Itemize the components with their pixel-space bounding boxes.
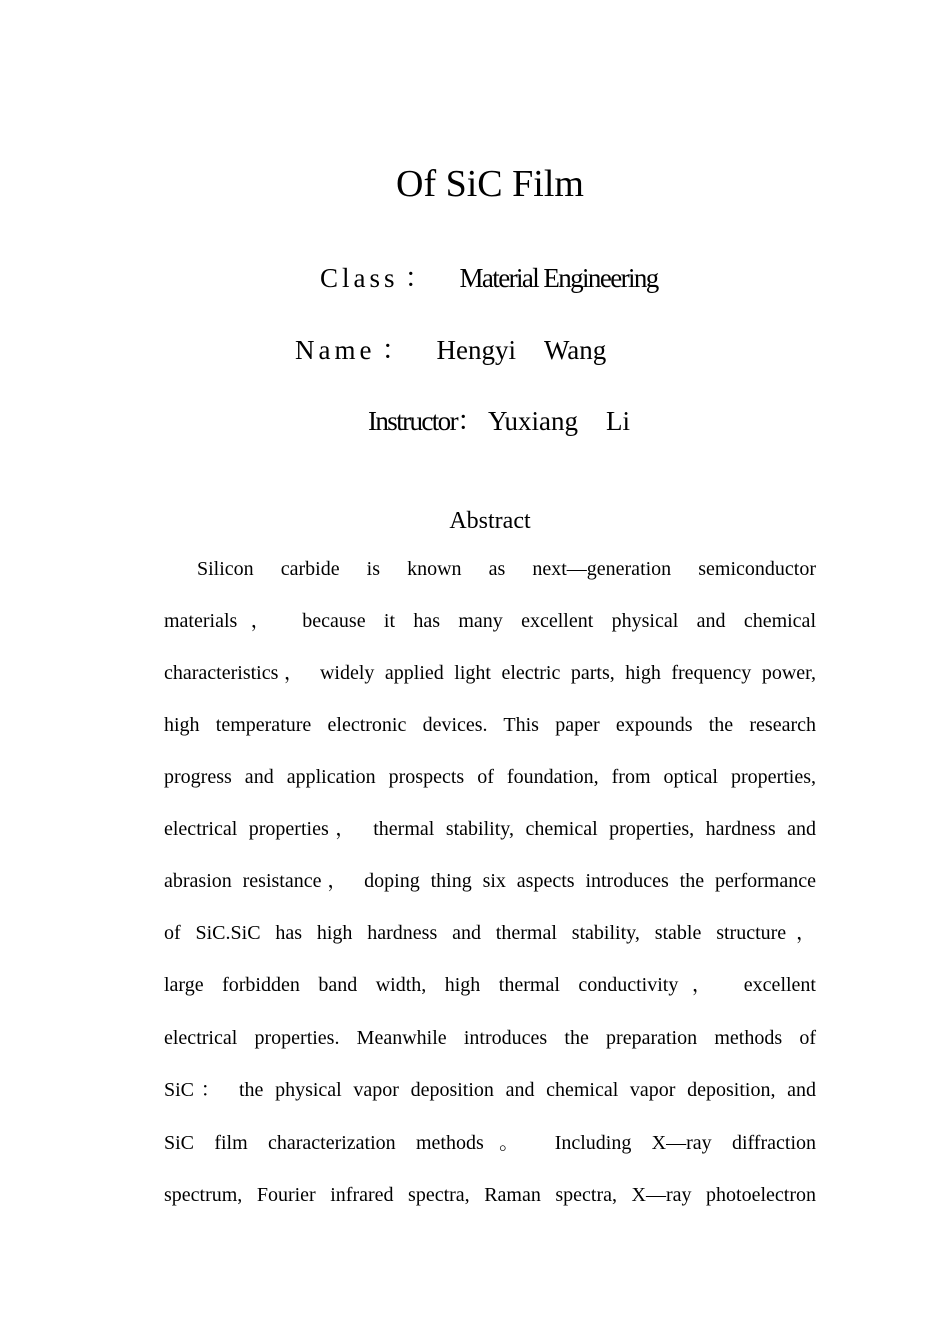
name-label: Name	[295, 335, 376, 365]
instructor-first: Yuxiang	[487, 406, 578, 436]
abstract-line: of SiC.SiC has high hardness and thermal stability, stable structure，	[164, 922, 816, 944]
name-first: Hengyi	[436, 335, 516, 365]
abstract-line: progress and application prospects of foundation, from optical properties,	[164, 766, 816, 788]
name-line	[295, 332, 606, 368]
name-last: Wang	[543, 335, 607, 365]
instructor-colon: ：	[456, 406, 484, 436]
instructor-last: Li	[605, 406, 630, 436]
class-line	[320, 260, 658, 296]
abstract-line: spectrum, Fourier infrared spectra, Raman spectra, X—ray photoelectron	[164, 1184, 816, 1206]
abstract-line: SiC film characterization methods。 Including X—ray diffraction	[164, 1132, 816, 1154]
abstract-line: electrical properties. Meanwhile introduces the preparation methods of	[164, 1027, 816, 1049]
abstract-line: Silicon carbide is known as next—generation semiconductor	[197, 558, 816, 580]
class-label: Class	[320, 263, 399, 293]
abstract-body	[164, 553, 816, 1231]
instructor-label: Instructor	[368, 406, 457, 436]
abstract-line: large forbidden band width, high thermal conductivity， excellent	[164, 974, 816, 996]
instructor-line	[368, 403, 630, 439]
class-value: Material Engineering	[459, 263, 658, 293]
abstract-line: abrasion resistance， doping thing six aspects introduces the performance	[164, 870, 816, 892]
abstract-line: SiC： the physical vapor deposition and chemical vapor deposition, and	[164, 1079, 816, 1101]
abstract-line: electrical properties， thermal stability, chemical properties, hardness and	[164, 818, 816, 840]
abstract-line: materials， because it has many excellent physical and chemical	[164, 610, 816, 632]
class-label-group	[320, 263, 460, 293]
class-colon: ：	[404, 263, 436, 293]
abstract-line: characteristics， widely applied light electric parts, high frequency power,	[164, 662, 816, 684]
abstract-heading: Abstract	[449, 508, 531, 534]
name-label-group	[295, 335, 436, 365]
name-colon: ：	[381, 335, 413, 365]
document-title: Of SiC Film	[396, 163, 584, 205]
abstract-line: high temperature electronic devices. This paper expounds the research	[164, 714, 816, 736]
